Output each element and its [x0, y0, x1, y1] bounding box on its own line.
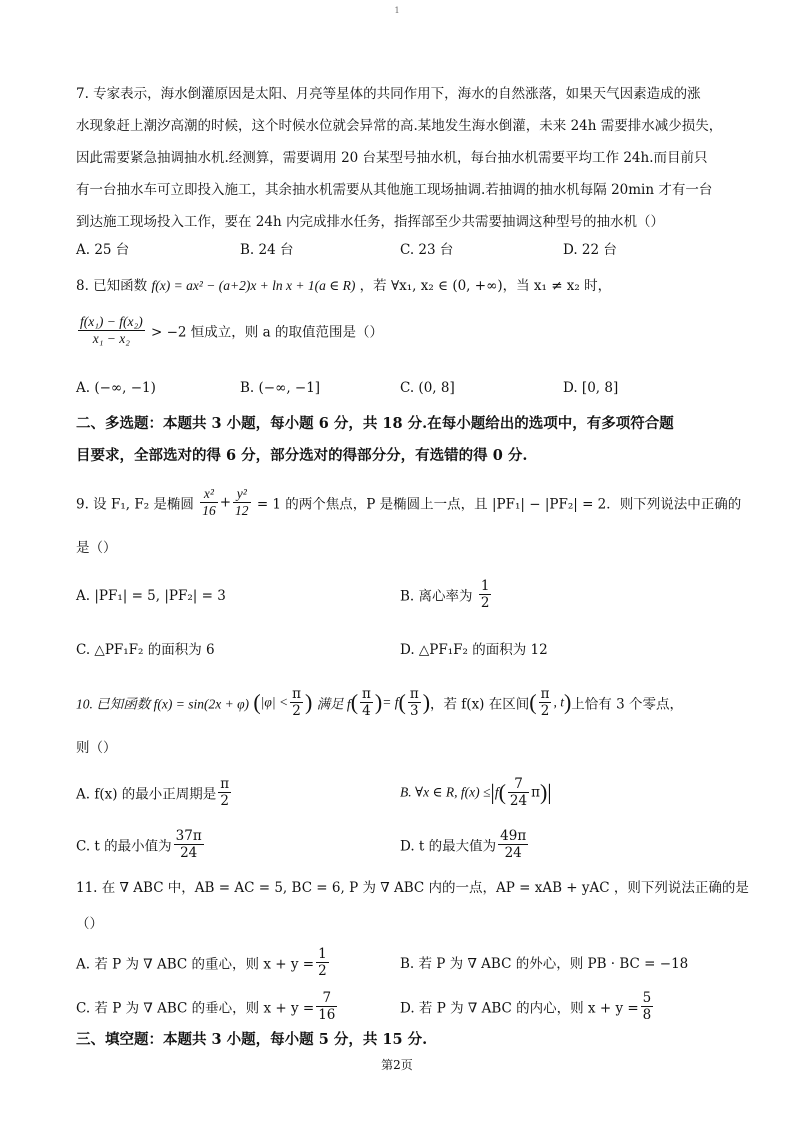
- q11-option-a-denominator: 2: [318, 963, 327, 979]
- q10-condition-denominator: 2: [292, 703, 301, 719]
- q11-option-a-numerator: 1: [318, 946, 327, 962]
- q10-option-b-fraction: [508, 776, 529, 809]
- q10-option-a-fraction: [218, 776, 231, 809]
- q9-option-c: C. △PF₁F₂ 的面积为 6: [76, 642, 215, 658]
- q9-lead: 9. 设 F₁, F₂ 是椭圆: [76, 496, 194, 513]
- q8-option-b: B. (−∞, −1]: [240, 380, 321, 396]
- q10-line-1: 10. 已知函数 f(x) = sin(2x + φ) (|φ| < $\frac{\pi}{2}$ ) 满足 f( $\frac{\pi}{4}$ )= f( $\frac{\pi}{3}$ )，若 f(x) 在区间( $\frac{\pi}{2}$ , t)上恰有 3 个零点，: [76, 686, 683, 719]
- q10-interval-numerator: π: [540, 686, 550, 702]
- q10-option-b: B. ∀x ∈ R, f(x) ≤|f( $\frac{7}{24}$ π)|: [400, 776, 552, 809]
- q10-option-c-numerator: 37π: [175, 828, 202, 844]
- q8-option-d: D. [0, 8]: [563, 380, 619, 396]
- q9-option-b-numerator: 1: [480, 578, 490, 594]
- q9-ellipse-term-x: [200, 486, 218, 519]
- q7-line-4: 有一台抽水车可立即投入施工，其余抽水机需要从其他施工现场抽调.若抽调的抽水机每隔 20min 才有一台: [76, 182, 713, 198]
- q10-frac-a-numerator: π: [362, 686, 371, 702]
- q11-option-c: [76, 990, 339, 1023]
- q8-tail: > −2 恒成立，则 a 的取值范围是（）: [151, 324, 383, 341]
- q11-option-c-numerator: 7: [316, 990, 337, 1007]
- q9-option-b-denominator: 2: [480, 595, 490, 611]
- q8-option-a: A. (−∞, −1): [76, 380, 156, 396]
- q9-x-denominator: 16: [202, 503, 216, 518]
- q10-condition: |φ| <: [260, 694, 289, 710]
- section-2-line-2: 目要求，全部选对的得 6 分，部分选对的得部分分，有选错的得 0 分.: [76, 447, 528, 464]
- q8-function: f(x) = ax² − (a+2)x + ln x + 1(a ∈ R): [151, 278, 356, 293]
- q11-option-d-denominator: 8: [642, 1007, 652, 1023]
- q9-y-denominator: 12: [235, 503, 249, 518]
- q10-frac-a-denominator: 4: [362, 703, 371, 719]
- q11-option-d-fraction: [641, 990, 654, 1023]
- q10-option-c-label: C. t 的最小值为: [76, 838, 172, 855]
- q10-option-d-label: D. t 的最大值为: [400, 838, 497, 855]
- q9-line-2: 是（）: [76, 540, 117, 556]
- q7-option-b: B. 24 台: [240, 242, 294, 258]
- q11-line-1: 11. 在 ∇ ABC 中，AB = AC = 5, BC = 6, P 为 ∇ ABC 内的一点，AP = xAB + yAC ，则下列说法正确的是: [76, 880, 749, 896]
- q11-option-d-label: D. 若 P 为 ∇ ABC 的内心，则 x + y =: [400, 1000, 639, 1017]
- section-3-heading: 三、填空题：本题共 3 小题，每小题 5 分，共 15 分.: [76, 1031, 428, 1048]
- q8-lead: 8. 已知函数: [76, 278, 148, 294]
- q8-fraction-numerator: f(x₁) − f(x₂): [80, 314, 143, 329]
- q11-option-c-label: C. 若 P 为 ∇ ABC 的垂心，则 x + y =: [76, 1000, 315, 1017]
- q11-option-d-numerator: 5: [642, 990, 652, 1006]
- q9-y-numerator: y²: [233, 486, 251, 503]
- q10-lead: 10. 已知函数 f(x) = sin(2x + φ): [76, 696, 250, 712]
- q10-option-b-numerator: 7: [508, 776, 529, 793]
- q8-fraction: [78, 314, 145, 347]
- q11-option-d: [400, 990, 655, 1023]
- q10-option-a-denominator: 2: [220, 793, 230, 809]
- q7-option-c: C. 23 台: [400, 242, 454, 258]
- q9-option-b-fraction: [479, 578, 492, 611]
- q10-condition-numerator: π: [292, 686, 301, 702]
- q9-ellipse-term-y: [233, 486, 251, 519]
- q10-equals: = f: [382, 694, 399, 710]
- q10-tail: 上恰有 3 个零点，: [571, 696, 683, 713]
- q11-line-2: （）: [76, 916, 103, 932]
- q10-option-a-numerator: π: [220, 776, 230, 792]
- q10-option-c: [76, 828, 206, 861]
- q10-satisfies: 满足 f: [316, 696, 351, 712]
- q10-option-c-fraction: [174, 828, 204, 861]
- q9-option-a: A. |PF₁| = 5, |PF₂| = 3: [76, 588, 226, 604]
- page-number: 第2页: [381, 1058, 413, 1072]
- section-2-line-1: 二、多选题：本题共 3 小题，每小题 6 分，共 18 分.在每小题给出的选项中，有多项符合题: [76, 415, 674, 432]
- q11-option-c-denominator: 16: [318, 1007, 336, 1023]
- q10-interval-t: , t: [553, 694, 564, 710]
- q9-option-d: D. △PF₁F₂ 的面积为 12: [400, 642, 548, 658]
- q7-line-5: 到达施工现场投入工作，要在 24h 内完成排水任务，指挥部至少共需要抽调这种型号的抽水机（）: [76, 214, 664, 230]
- q11-option-a-fraction: [316, 946, 329, 979]
- q10-option-c-denominator: 24: [180, 845, 198, 861]
- q9-mid: = 1 的两个焦点，P 是椭圆上一点，且 |PF₁| − |PF₂| = 2．则下列说法中正确的: [256, 496, 742, 513]
- q9-option-b-label: B. 离心率为: [400, 588, 473, 605]
- q7-line-3: 因此需要紧急抽调抽水机.经测算，需要调用 20 台某型号抽水机，每台抽水机需要平均工作 24h.而目前只: [76, 150, 708, 166]
- q11-option-b: B. 若 P 为 ∇ ABC 的外心，则 PB · BC = −18: [400, 956, 689, 972]
- q11-option-c-fraction: [316, 990, 337, 1023]
- q10-option-d: [400, 828, 530, 861]
- q10-frac-b-numerator: π: [409, 686, 419, 702]
- q10-option-a-label: A. f(x) 的最小正周期是: [76, 786, 217, 803]
- q10-interval-fraction: [539, 686, 552, 719]
- q10-option-b-f: f: [494, 784, 499, 800]
- q10-option-b-denominator: 24: [509, 793, 528, 809]
- q10-frac-a: [360, 686, 373, 719]
- q10-condition-fraction: [290, 686, 303, 719]
- q10-interval-denominator: 2: [540, 703, 550, 719]
- q10-option-d-fraction: [498, 828, 528, 861]
- q10-line-2: 则（）: [76, 740, 117, 756]
- q8-option-c: C. (0, 8]: [400, 380, 455, 396]
- q10-interval-text: ，若 f(x) 在区间: [430, 696, 530, 713]
- q10-frac-b-denominator: 3: [409, 703, 419, 719]
- q7-option-a: A. 25 台: [76, 242, 130, 258]
- q10-option-a: [76, 776, 233, 809]
- q7-line-1: 7. 专家表示，海水倒灌原因是太阳、月亮等星体的共同作用下，海水的自然涨落，如果天气因素造成的涨: [76, 86, 701, 102]
- q9-x-numerator: x²: [200, 486, 218, 503]
- q9-option-b: [400, 578, 493, 611]
- q8-line-2: [76, 314, 383, 347]
- q9-line-1: 9. 设 F₁, F₂ 是椭圆 $\frac{\text{x²}}{16}$ + $\frac{\text{y²}}{12}$ = 1 的两个焦点，P 是椭圆上一点，且 |PF₁| − |PF₂| = 2．则下列说法中正确的: [76, 486, 742, 518]
- q10-option-b-pi: π: [531, 784, 540, 801]
- q10-option-b-label: B. ∀x ∈ R, f(x) ≤: [400, 784, 491, 800]
- q11-option-a: [76, 946, 331, 979]
- q11-option-a-label: A. 若 P 为 ∇ ABC 的重心，则 x + y =: [76, 956, 315, 973]
- q7-line-2: 水现象赶上潮汐高潮的时候，这个时候水位就会异常的高.某地发生海水倒灌，未来 24h 需要排水减少损失，: [76, 118, 723, 134]
- q8-fraction-denominator: x₁ − x₂: [92, 331, 130, 346]
- q10-option-d-denominator: 24: [504, 845, 522, 861]
- q8-condition: ，若 ∀x₁, x₂ ∈ (0, +∞)，当 x₁ ≠ x₂ 时，: [359, 278, 612, 294]
- q7-option-d: D. 22 台: [563, 242, 617, 258]
- q10-option-d-numerator: 49π: [500, 828, 527, 844]
- q8-line-1: [76, 276, 734, 296]
- header-mark: 1: [394, 6, 400, 15]
- q10-frac-b: [408, 686, 421, 719]
